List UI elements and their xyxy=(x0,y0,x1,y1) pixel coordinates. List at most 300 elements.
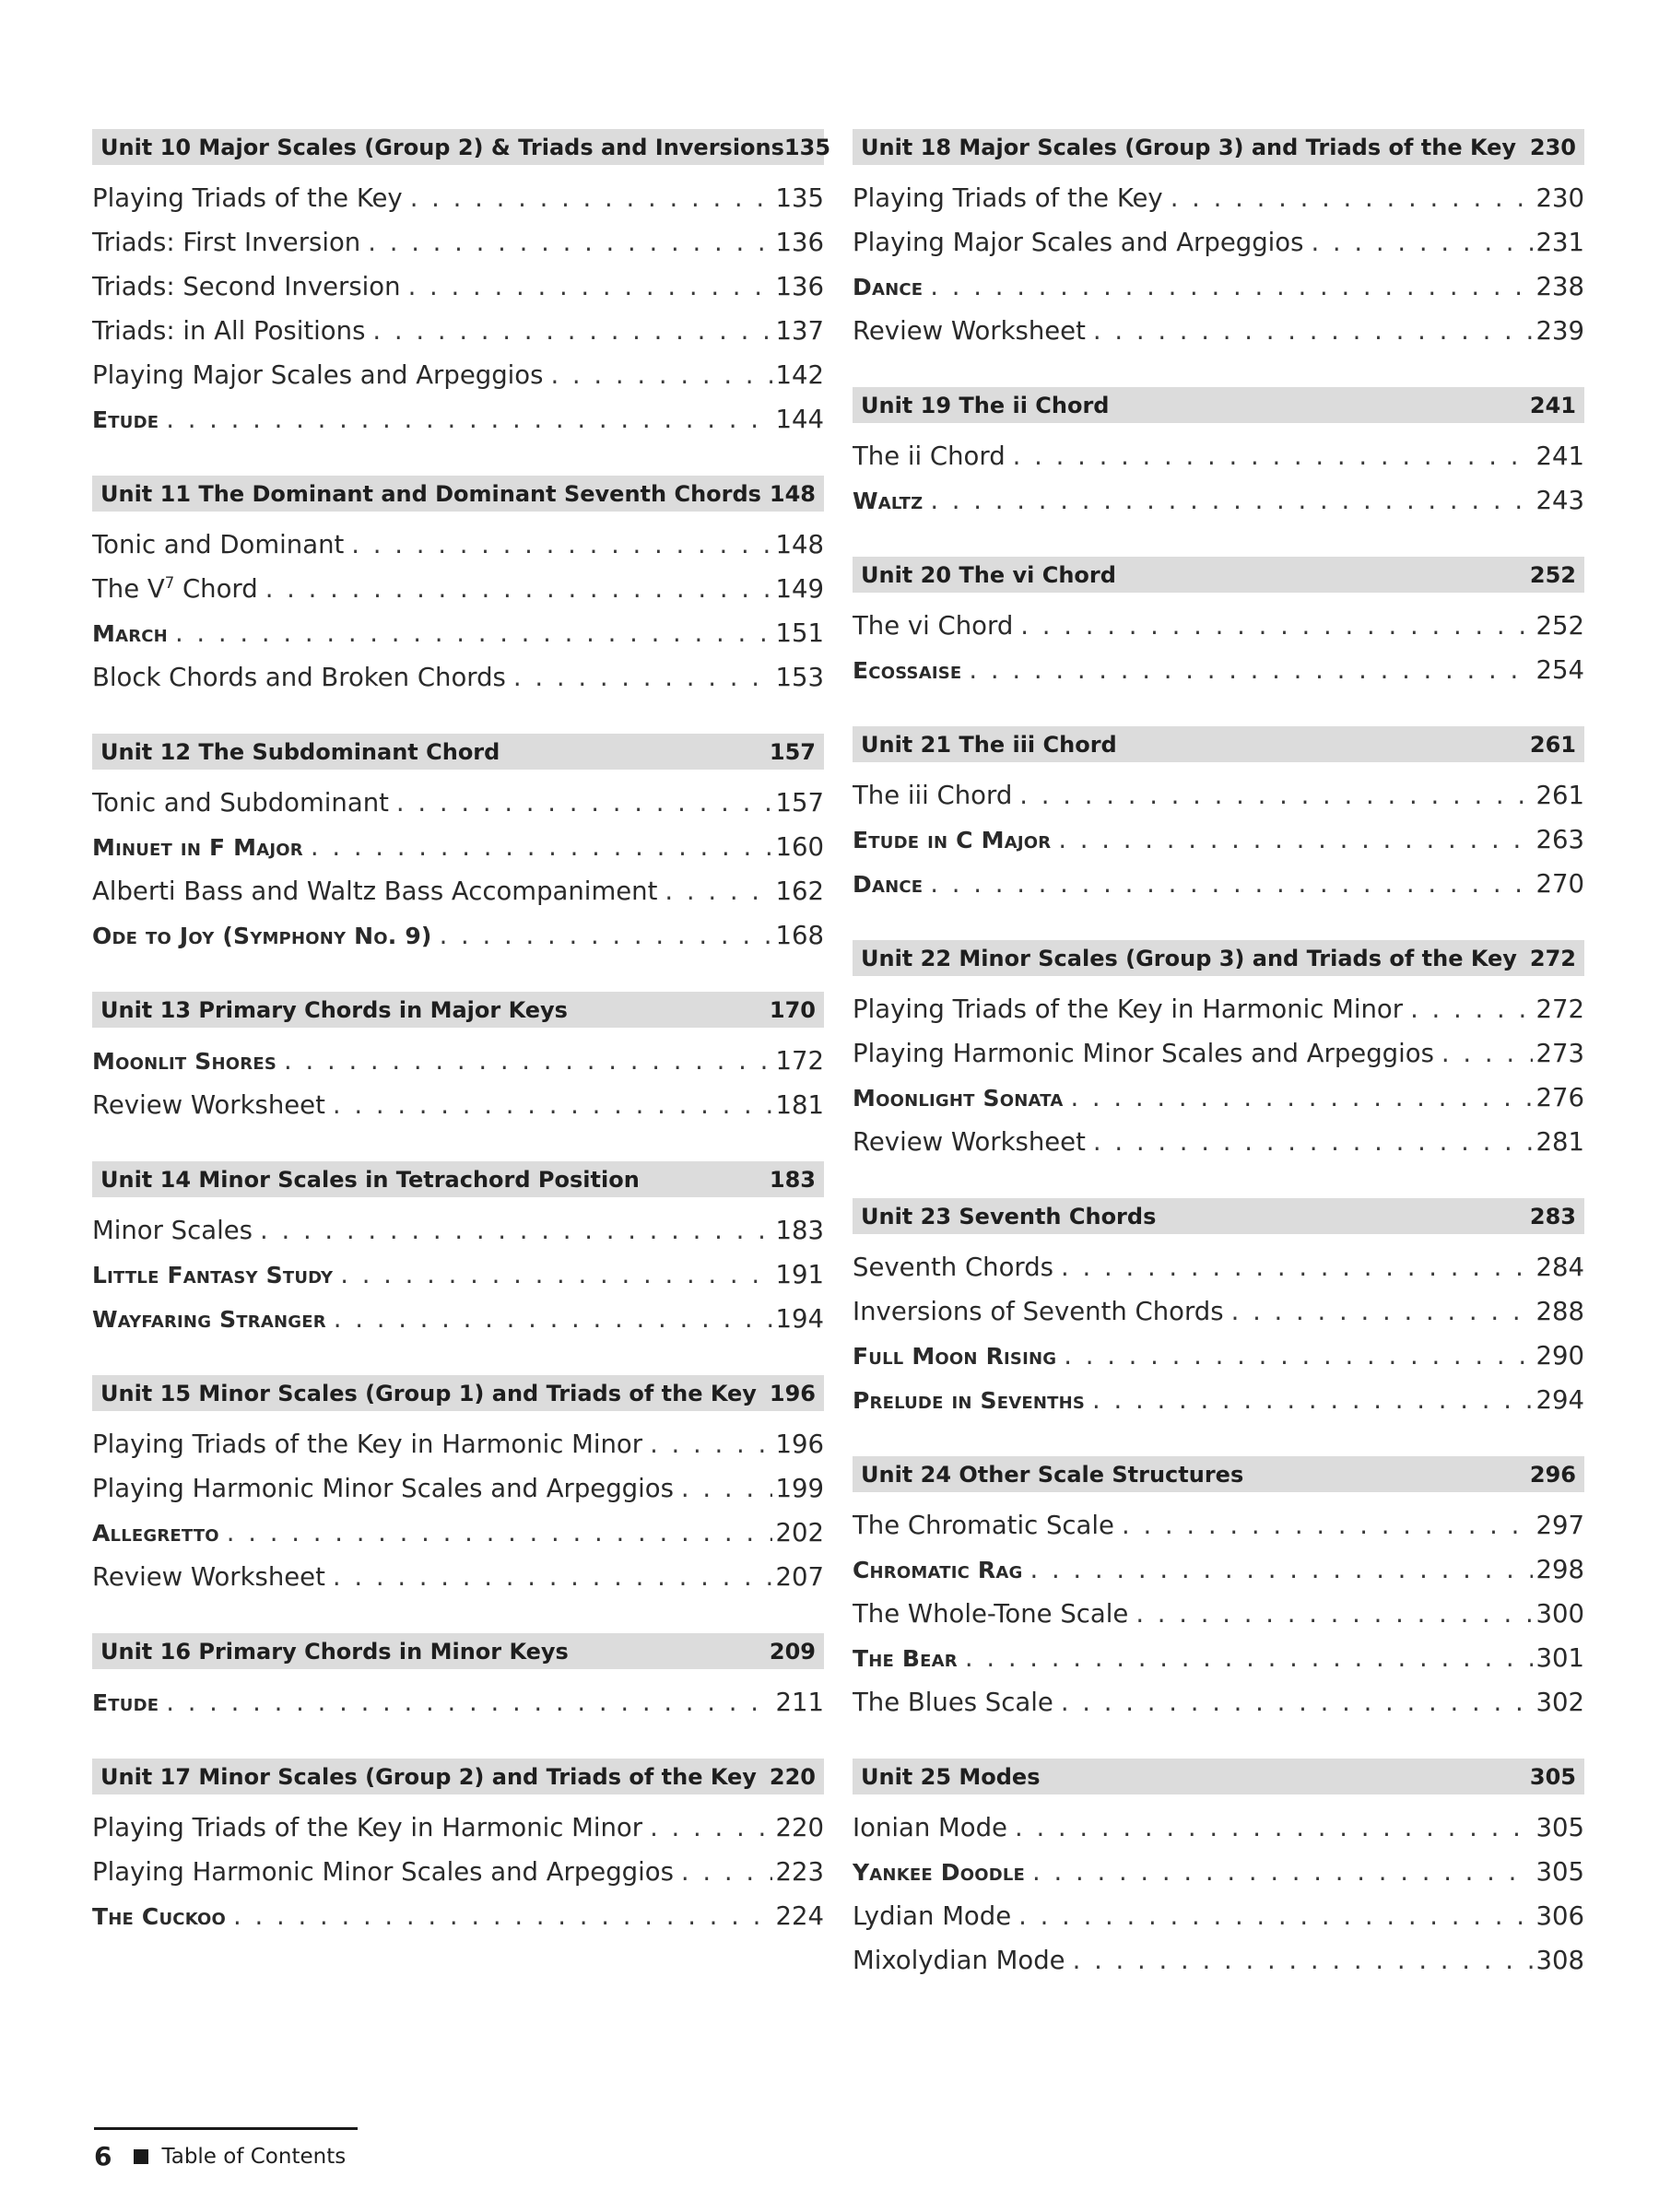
unit-title: Unit 25 Modes xyxy=(861,1763,1041,1790)
dot-leader xyxy=(930,478,1532,523)
entry-title-text: Etude in C Major xyxy=(853,827,1052,853)
toc-entry[interactable] xyxy=(853,1592,1584,1636)
entry-page-number: 160 xyxy=(775,832,824,862)
entry-list xyxy=(92,1422,824,1599)
unit-title: Unit 17 Minor Scales (Group 2) and Triads of the Key xyxy=(100,1763,757,1790)
toc-entry[interactable] xyxy=(92,567,824,611)
toc-entry-piece[interactable] xyxy=(853,818,1584,862)
entry-title-text: Dance xyxy=(853,871,924,898)
entry-title-text: Inversions of Seventh Chords xyxy=(853,1297,1224,1326)
toc-entry-piece[interactable] xyxy=(92,1894,824,1938)
entry-title-text: Alberti Bass and Waltz Bass Accompaniment xyxy=(92,877,658,906)
entry-page-number: 157 xyxy=(775,788,824,818)
entry-page-number: 153 xyxy=(775,663,824,692)
entry-title xyxy=(92,1466,674,1511)
entry-title xyxy=(92,398,159,441)
toc-entry[interactable] xyxy=(853,604,1584,648)
toc-entry[interactable] xyxy=(92,1208,824,1253)
entry-title xyxy=(853,1548,1022,1592)
toc-entry[interactable] xyxy=(853,176,1584,220)
entry-title xyxy=(92,1298,326,1341)
dot-leader xyxy=(166,1680,771,1724)
entry-title-text: Minor Scales xyxy=(92,1216,253,1245)
entry-title-text: The ii Chord xyxy=(853,441,1006,471)
entry-title-text: Playing Triads of the Key in Harmonic Minor xyxy=(853,994,1404,1024)
entry-title-text: Review Worksheet xyxy=(853,316,1086,346)
toc-entry[interactable] xyxy=(853,1680,1584,1724)
entry-title-text: The iii Chord xyxy=(853,781,1013,810)
entry-title-text: Chromatic Rag xyxy=(853,1557,1023,1583)
entry-page-number: 142 xyxy=(775,360,824,390)
entry-title xyxy=(853,1077,1063,1120)
entry-page-number: 162 xyxy=(775,877,824,906)
entry-list xyxy=(92,1039,824,1127)
dot-leader xyxy=(284,1039,772,1083)
toc-entry[interactable] xyxy=(92,176,824,220)
unit-title: Unit 15 Minor Scales (Group 1) and Triads of the Key xyxy=(100,1380,757,1406)
entry-title-text: Review Worksheet xyxy=(853,1127,1086,1157)
unit-title: Unit 21 The iii Chord xyxy=(861,731,1117,758)
entry-title-text: Lydian Mode xyxy=(853,1901,1012,1931)
toc-entry[interactable] xyxy=(853,220,1584,265)
unit-title: Unit 18 Major Scales (Group 3) and Triads of the Key xyxy=(861,134,1517,160)
entry-page-number: 290 xyxy=(1535,1341,1584,1371)
toc-entry[interactable] xyxy=(853,309,1584,353)
unit-header[interactable] xyxy=(92,476,824,512)
dot-leader xyxy=(334,1297,772,1341)
entry-page-number: 148 xyxy=(775,530,824,559)
entry-title xyxy=(853,1335,1056,1378)
dot-leader xyxy=(166,397,771,441)
unit-header[interactable] xyxy=(853,726,1584,762)
toc-entry[interactable] xyxy=(92,220,824,265)
footer-label: Table of Contents xyxy=(161,2144,347,2169)
entry-page-number: 202 xyxy=(775,1518,824,1547)
dot-leader xyxy=(372,309,771,353)
unit-title: Unit 12 The Subdominant Chord xyxy=(100,738,500,765)
entry-title-text: Allegretto xyxy=(92,1520,219,1547)
entry-page-number: 298 xyxy=(1535,1555,1584,1584)
unit-header[interactable] xyxy=(853,1456,1584,1492)
entry-title-text: Playing Triads of the Key xyxy=(92,183,403,213)
toc-entry[interactable] xyxy=(92,1422,824,1466)
dot-leader xyxy=(550,353,771,397)
toc-entry-piece[interactable] xyxy=(92,1039,824,1083)
entry-title xyxy=(853,649,961,692)
unit-header[interactable] xyxy=(92,1375,824,1411)
toc-entry-piece[interactable] xyxy=(92,913,824,958)
unit-page-number: 157 xyxy=(769,738,816,765)
entry-page-number: 135 xyxy=(775,183,824,213)
entry-title xyxy=(853,863,923,906)
entry-page-number: 181 xyxy=(775,1090,824,1120)
toc-entry[interactable] xyxy=(853,1938,1584,1983)
entry-title xyxy=(92,1895,226,1938)
toc-entry-piece[interactable] xyxy=(92,1253,824,1297)
entry-title-text: Mixolydian Mode xyxy=(853,1946,1065,1975)
dot-leader xyxy=(1020,604,1532,648)
entry-title xyxy=(853,1289,1224,1334)
toc-entry[interactable] xyxy=(92,523,824,567)
toc-entry-piece[interactable] xyxy=(92,825,824,869)
toc-entry[interactable] xyxy=(92,1466,824,1511)
entry-page-number: 136 xyxy=(775,228,824,257)
entry-page-number: 270 xyxy=(1535,869,1584,899)
entry-title-text: Etude xyxy=(92,1689,159,1716)
entry-title-text: The V xyxy=(92,574,165,604)
dot-leader xyxy=(333,1083,772,1127)
dot-leader xyxy=(1122,1503,1533,1547)
entry-title-text: Minuet in F Major xyxy=(92,834,303,861)
entry-page-number: 273 xyxy=(1535,1039,1584,1068)
unit-header[interactable] xyxy=(853,129,1584,165)
entry-title xyxy=(853,309,1086,353)
dot-leader xyxy=(340,1253,771,1297)
entry-title-text: Etude xyxy=(92,406,159,433)
entry-title-text: The Cuckoo xyxy=(92,1903,227,1930)
entry-list xyxy=(92,1680,824,1724)
entry-title xyxy=(92,265,401,309)
entry-title xyxy=(92,1850,674,1894)
dot-leader xyxy=(1013,434,1533,478)
footer-rule xyxy=(94,2127,358,2130)
dot-leader xyxy=(665,869,771,913)
dot-leader xyxy=(1410,987,1532,1031)
toc-unit xyxy=(853,1456,1584,1724)
dot-leader xyxy=(1093,1120,1533,1164)
unit-header[interactable] xyxy=(92,734,824,770)
entry-title xyxy=(92,1208,253,1253)
toc-entry[interactable] xyxy=(92,1083,824,1127)
square-bullet-icon xyxy=(134,2149,148,2164)
unit-title: Unit 11 The Dominant and Dominant Seventh Chords xyxy=(100,480,761,507)
entry-title xyxy=(92,353,543,397)
dot-leader xyxy=(311,825,772,869)
entry-page-number: 276 xyxy=(1535,1083,1584,1112)
dot-leader xyxy=(1073,1938,1533,1983)
entry-title xyxy=(92,1555,325,1599)
toc-unit xyxy=(92,476,824,700)
dot-leader xyxy=(410,176,772,220)
toc-entry-piece[interactable] xyxy=(853,265,1584,309)
unit-page-number: 196 xyxy=(769,1380,816,1406)
entry-title-text: Wayfaring Stranger xyxy=(92,1306,326,1333)
unit-page-number: 209 xyxy=(769,1638,816,1665)
entry-title xyxy=(92,1806,642,1850)
entry-title-text: Full Moon Rising xyxy=(853,1343,1057,1370)
entry-list xyxy=(92,781,824,958)
entry-title-text: Tonic and Subdominant xyxy=(92,788,389,818)
entry-list xyxy=(853,773,1584,906)
entry-title xyxy=(853,1592,1128,1636)
entry-page-number: 172 xyxy=(775,1046,824,1076)
toc-entry[interactable] xyxy=(853,1806,1584,1850)
dot-leader xyxy=(681,1466,772,1511)
dot-leader xyxy=(440,913,772,958)
entry-title-text: Playing Harmonic Minor Scales and Arpeggios xyxy=(853,1039,1434,1068)
toc-entry[interactable] xyxy=(92,265,824,309)
toc-entry-piece[interactable] xyxy=(853,1076,1584,1120)
dot-leader xyxy=(681,1850,772,1894)
toc-unit xyxy=(853,557,1584,692)
entry-title xyxy=(92,1040,276,1083)
dot-leader xyxy=(930,862,1532,906)
toc-entry[interactable] xyxy=(853,1894,1584,1938)
entry-title xyxy=(92,914,432,958)
toc-entry[interactable] xyxy=(92,1806,824,1850)
toc-entry[interactable] xyxy=(92,1850,824,1894)
entry-title-text: Triads: Second Inversion xyxy=(92,272,401,301)
entry-title-text: Moonlit Shores xyxy=(92,1048,276,1075)
entry-title xyxy=(92,1681,159,1724)
entry-title xyxy=(853,987,1403,1031)
entry-page-number: 196 xyxy=(775,1430,824,1459)
entry-page-number: 252 xyxy=(1535,611,1584,641)
entry-page-number: 149 xyxy=(775,574,824,604)
toc-entry-piece[interactable] xyxy=(92,1680,824,1724)
toc-unit xyxy=(853,940,1584,1164)
entry-title-text: The Chromatic Scale xyxy=(853,1511,1114,1540)
entry-page-number: 183 xyxy=(775,1216,824,1245)
entry-title-text: The Blues Scale xyxy=(853,1688,1053,1717)
unit-page-number: 148 xyxy=(769,480,816,507)
entry-title-text: Ecossaise xyxy=(853,657,962,684)
entry-list xyxy=(853,1503,1584,1724)
toc-entry[interactable] xyxy=(853,987,1584,1031)
entry-page-number: 144 xyxy=(775,405,824,434)
entry-title xyxy=(92,781,389,825)
toc-entry-piece[interactable] xyxy=(853,1334,1584,1378)
entry-list xyxy=(853,176,1584,353)
entry-list xyxy=(853,1245,1584,1422)
entry-title xyxy=(92,655,506,700)
entry-title-text: Moonlight Sonata xyxy=(853,1085,1064,1112)
unit-header[interactable] xyxy=(853,557,1584,593)
unit-page-number: 170 xyxy=(769,996,816,1023)
toc-entry[interactable] xyxy=(92,353,824,397)
entry-title-text: Block Chords and Broken Chords xyxy=(92,663,506,692)
dot-leader xyxy=(1064,1334,1532,1378)
toc-entry[interactable] xyxy=(853,1289,1584,1334)
entry-title-text: March xyxy=(92,620,168,647)
entry-title-text: Triads: First Inversion xyxy=(92,228,361,257)
entry-page-number: 272 xyxy=(1535,994,1584,1024)
toc-entry[interactable] xyxy=(853,1503,1584,1547)
entry-title xyxy=(92,176,403,220)
entry-page-number: 288 xyxy=(1535,1297,1584,1326)
entry-page-number: 211 xyxy=(775,1688,824,1717)
entry-title xyxy=(853,1379,1085,1422)
toc-entry[interactable] xyxy=(853,1120,1584,1164)
entry-page-number: 305 xyxy=(1535,1857,1584,1887)
entry-page-number: 224 xyxy=(775,1901,824,1931)
entry-page-number: 308 xyxy=(1535,1946,1584,1975)
entry-title-text: Prelude in Sevenths xyxy=(853,1387,1086,1414)
entry-title-text: Tonic and Dominant xyxy=(92,530,345,559)
dot-leader xyxy=(1093,309,1533,353)
unit-page-number: 305 xyxy=(1529,1763,1576,1790)
entry-page-number: 297 xyxy=(1535,1511,1584,1540)
entry-title xyxy=(853,1120,1086,1164)
dot-leader xyxy=(513,655,772,700)
entry-page-number: 168 xyxy=(775,921,824,950)
toc-entry[interactable] xyxy=(92,869,824,913)
unit-header[interactable] xyxy=(853,940,1584,976)
entry-page-number: 207 xyxy=(775,1562,824,1592)
unit-page-number: 283 xyxy=(1529,1203,1576,1230)
unit-header[interactable] xyxy=(853,1759,1584,1794)
toc-entry-piece[interactable] xyxy=(853,1547,1584,1592)
dot-leader xyxy=(1311,220,1532,265)
unit-title: Unit 13 Primary Chords in Major Keys xyxy=(100,996,568,1023)
unit-title: Unit 16 Primary Chords in Minor Keys xyxy=(100,1638,569,1665)
unit-header[interactable] xyxy=(92,1759,824,1794)
page-footer xyxy=(94,2127,361,2171)
entry-page-number: 263 xyxy=(1535,825,1584,854)
entry-title xyxy=(853,1938,1065,1983)
entry-title-text: Waltz xyxy=(853,488,924,514)
entry-title xyxy=(853,220,1303,265)
entry-title-text: Little Fantasy Study xyxy=(92,1262,334,1288)
toc-entry[interactable] xyxy=(92,781,824,825)
entry-title-text: Playing Harmonic Minor Scales and Arpeggios xyxy=(92,1474,674,1503)
dot-leader xyxy=(408,265,772,309)
entry-page-number: 243 xyxy=(1535,486,1584,515)
dot-leader xyxy=(333,1555,772,1599)
dot-leader xyxy=(930,265,1532,309)
dot-leader xyxy=(227,1511,772,1555)
entry-page-number: 284 xyxy=(1535,1253,1584,1282)
unit-page-number: 296 xyxy=(1529,1461,1576,1488)
toc-column-right xyxy=(853,129,1584,1983)
dot-leader xyxy=(1092,1378,1532,1422)
unit-header[interactable] xyxy=(853,1198,1584,1234)
entry-title xyxy=(853,434,1006,478)
toc-entry[interactable] xyxy=(853,773,1584,818)
unit-page-number: 135 xyxy=(783,134,831,160)
toc-unit xyxy=(853,1198,1584,1422)
entry-page-number: 191 xyxy=(775,1260,824,1289)
toc-unit xyxy=(853,387,1584,523)
unit-page-number: 241 xyxy=(1529,392,1576,418)
toc-entry-piece[interactable] xyxy=(92,611,824,655)
entry-title xyxy=(853,1503,1114,1547)
entry-page-number: 239 xyxy=(1535,316,1584,346)
dot-leader xyxy=(1135,1592,1532,1636)
dot-leader xyxy=(650,1806,771,1850)
entry-title-text: Ode to Joy (Symphony No. 9) xyxy=(92,923,432,949)
entry-title xyxy=(853,1680,1053,1724)
dot-leader xyxy=(260,1208,772,1253)
toc-entry-piece[interactable] xyxy=(853,648,1584,692)
entry-page-number: 254 xyxy=(1535,655,1584,685)
entry-page-number: 231 xyxy=(1535,228,1584,257)
dot-leader xyxy=(1441,1031,1533,1076)
entry-page-number: 306 xyxy=(1535,1901,1584,1931)
toc-entry[interactable] xyxy=(853,1245,1584,1289)
entry-list xyxy=(92,523,824,700)
entry-page-number: 305 xyxy=(1535,1813,1584,1842)
entry-title xyxy=(92,1422,642,1466)
entry-list xyxy=(92,176,824,441)
unit-title: Unit 22 Minor Scales (Group 3) and Triads of the Key xyxy=(861,945,1517,971)
dot-leader xyxy=(1061,1245,1532,1289)
toc-column-left xyxy=(92,129,831,1938)
entry-page-number: 261 xyxy=(1535,781,1584,810)
unit-title: Unit 20 The vi Chord xyxy=(861,561,1116,588)
entry-title xyxy=(853,818,1051,862)
toc-entry-piece[interactable] xyxy=(92,1297,824,1341)
entry-title xyxy=(853,479,923,523)
toc-entry-piece[interactable] xyxy=(853,1636,1584,1680)
toc-entry[interactable] xyxy=(853,1031,1584,1076)
entry-page-number: 137 xyxy=(775,316,824,346)
entry-title xyxy=(92,1512,219,1555)
entry-title xyxy=(92,1253,333,1297)
unit-title: Unit 23 Seventh Chords xyxy=(861,1203,1157,1230)
entry-page-number: 294 xyxy=(1535,1385,1584,1415)
entry-title-text: Playing Major Scales and Arpeggios xyxy=(853,228,1304,257)
entry-page-number: 302 xyxy=(1535,1688,1584,1717)
entry-title xyxy=(92,869,657,913)
unit-title: Unit 14 Minor Scales in Tetrachord Position xyxy=(100,1166,640,1193)
toc-entry-piece[interactable] xyxy=(853,1378,1584,1422)
unit-page-number: 183 xyxy=(769,1166,816,1193)
dot-leader xyxy=(1019,773,1532,818)
dot-leader xyxy=(650,1422,771,1466)
toc-unit xyxy=(92,1759,824,1938)
dot-leader xyxy=(1070,1076,1532,1120)
footer-row xyxy=(94,2141,361,2171)
toc-unit xyxy=(853,1759,1584,1983)
toc-entry-piece[interactable] xyxy=(853,478,1584,523)
unit-page-number: 261 xyxy=(1529,731,1576,758)
toc-entry-piece[interactable] xyxy=(853,862,1584,906)
unit-header[interactable] xyxy=(92,1161,824,1197)
entry-title-text: Playing Triads of the Key in Harmonic Minor xyxy=(92,1430,643,1459)
toc-entry[interactable] xyxy=(92,309,824,353)
entry-title-text: Ionian Mode xyxy=(853,1813,1007,1842)
unit-page-number: 230 xyxy=(1529,134,1576,160)
entry-page-number: 220 xyxy=(775,1813,824,1842)
unit-header[interactable] xyxy=(92,992,824,1028)
entry-title-text: Review Worksheet xyxy=(92,1090,325,1120)
toc-unit xyxy=(92,129,831,441)
toc-entry[interactable] xyxy=(853,434,1584,478)
unit-header[interactable] xyxy=(92,1633,824,1669)
entry-title xyxy=(853,604,1013,648)
toc-entry-piece[interactable] xyxy=(92,397,824,441)
toc-entry-piece[interactable] xyxy=(853,1850,1584,1894)
toc-entry-piece[interactable] xyxy=(92,1511,824,1555)
unit-page-number: 272 xyxy=(1529,945,1576,971)
dot-leader xyxy=(1058,818,1532,862)
dot-leader xyxy=(1032,1850,1532,1894)
dot-leader xyxy=(1061,1680,1533,1724)
entry-page-number: 223 xyxy=(775,1857,824,1887)
unit-header[interactable] xyxy=(92,129,831,165)
entry-page-number: 241 xyxy=(1535,441,1584,471)
toc-entry[interactable] xyxy=(92,655,824,700)
entry-page-number: 301 xyxy=(1535,1643,1584,1673)
entry-list xyxy=(853,434,1584,523)
unit-header[interactable] xyxy=(853,387,1584,423)
toc-entry[interactable] xyxy=(92,1555,824,1599)
entry-title xyxy=(853,1031,1434,1076)
entry-title xyxy=(92,1083,325,1127)
toc-unit xyxy=(853,129,1584,353)
entry-title-superscript: 7 xyxy=(164,573,175,592)
